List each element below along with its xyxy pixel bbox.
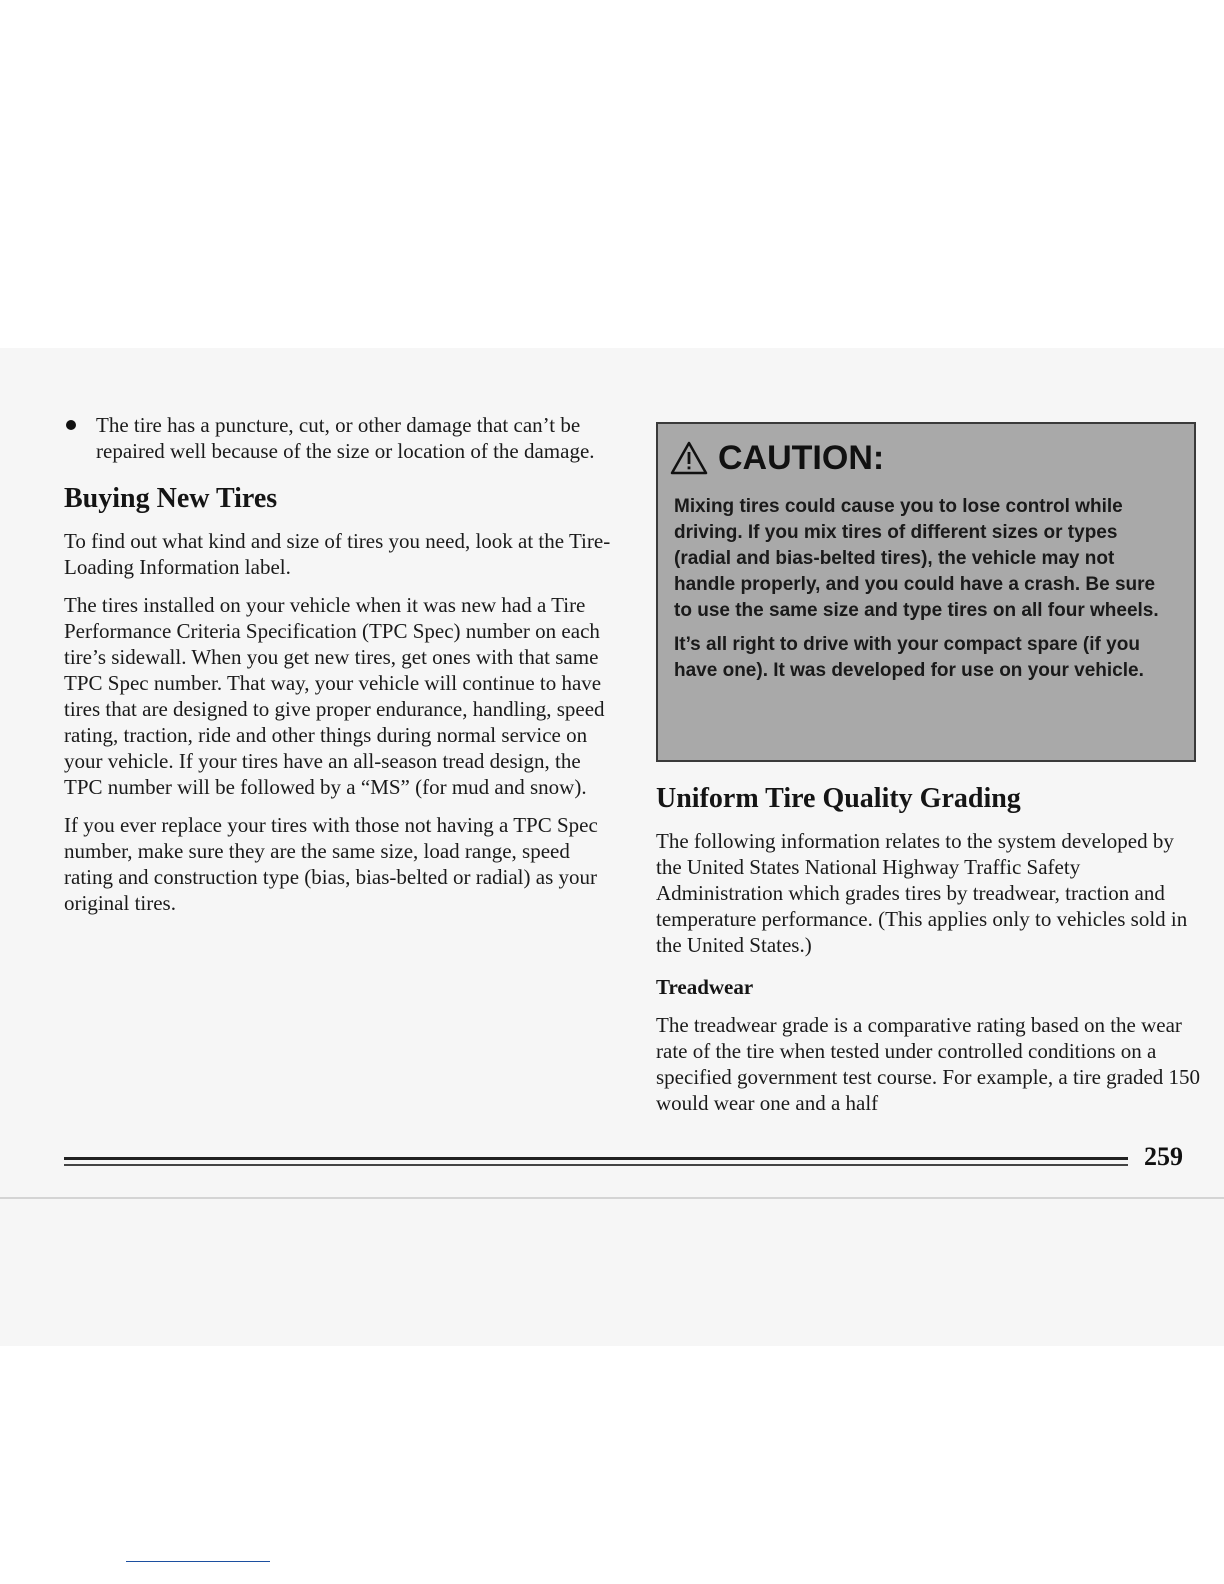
caution-title	[670, 438, 1178, 478]
scan-artifact-line	[126, 1561, 270, 1562]
right-column	[656, 422, 1204, 1116]
caution-label: CAUTION:	[718, 439, 885, 477]
scan-edge-divider	[0, 1197, 1224, 1199]
caution-paragraph: Mixing tires could cause you to lose control while driving. If you mix tires of different sizes or types (radial and bias-belted tires), the vehicle may not handle properly, and you could have a crash. Be sure to use the same size and type tires on all four wheels.	[674, 496, 1159, 621]
footer-rule	[64, 1157, 1128, 1169]
footer-rule-line	[64, 1164, 1128, 1166]
warning-triangle-icon	[670, 441, 708, 475]
paragraph: The treadwear grade is a comparative rating based on the wear rate of the tire when tested under controlled conditions on a specified government test course. For example, a tire graded 150 would wear one and a half	[656, 1013, 1201, 1115]
bullet-text: The tire has a puncture, cut, or other damage that can’t be repaired well because of the size or location of the damage.	[96, 413, 595, 463]
section-heading-uniform-tire-quality-grading: Uniform Tire Quality Grading	[656, 783, 1021, 814]
page-number: 259	[1144, 1142, 1183, 1171]
section-heading-buying-new-tires: Buying New Tires	[64, 483, 278, 514]
paragraph: To find out what kind and size of tires you need, look at the Tire-Loading Information label.	[64, 529, 611, 579]
bullet-item	[64, 412, 624, 464]
footer-rule-line	[64, 1157, 1128, 1160]
subheading-treadwear: Treadwear	[656, 975, 754, 999]
paragraph: The tires installed on your vehicle when it was new had a Tire Performance Criteria Specification (TPC Spec) number on each tire’s sidewall. When you get new tires, get ones with that same TPC Spec number. That way, your vehicle will continue to have tires that are designed to give proper endurance, handling, speed rating, traction, ride and other things during normal service on your vehicle. If your tires have an all-season tread design, the TPC number will be followed by a “MS” (for mud and snow).	[64, 593, 605, 799]
left-column	[64, 412, 624, 916]
paragraph: If you ever replace your tires with those not having a TPC Spec number, make sure they are the same size, load range, speed rating and construction type (bias, bias-belted or radial) as your original tires.	[64, 813, 598, 915]
caution-box	[656, 422, 1196, 762]
caution-paragraph: It’s all right to drive with your compact spare (if you have one). It was developed for use on your vehicle.	[674, 634, 1144, 681]
bullet-dot-icon	[66, 420, 76, 430]
paragraph: The following information relates to the system developed by the United States National Highway Traffic Safety Administration which grades tires by treadwear, traction and temperature performance. (This applies only to vehicles sold in the United States.)	[656, 829, 1188, 957]
